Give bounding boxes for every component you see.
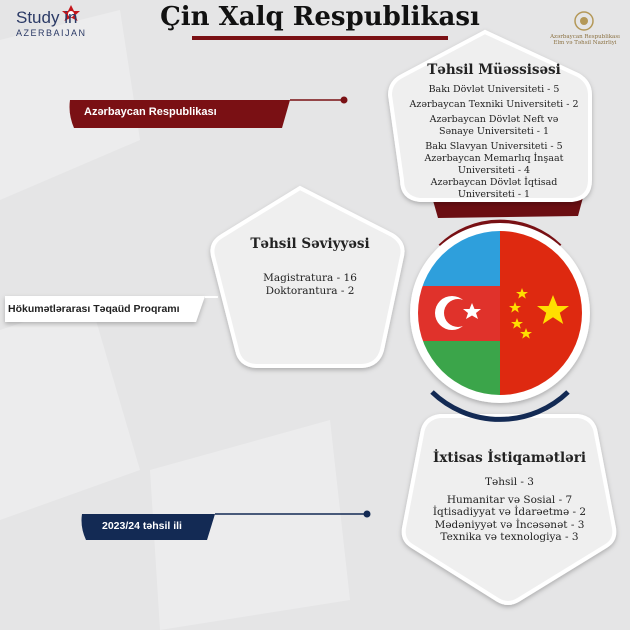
flags-circle (418, 231, 582, 396)
level-item: Magistratura - 16 (263, 272, 357, 284)
levels-block (225, 236, 395, 297)
specialty-item: İqtisadiyyat və İdarəetmə - 2 (432, 506, 587, 518)
brand-left-line1: Study in (16, 8, 78, 27)
brand-left-line2: AZERBAIJAN (16, 28, 87, 38)
institution-item: Bakı Dövlət Universiteti - 5 (428, 84, 560, 95)
institution-item: Azərbaycan Dövlət Neft və (429, 114, 559, 125)
levels-title: Təhsil Səviyyəsi (250, 236, 370, 252)
institution-item: Universiteti - 4 (457, 165, 531, 176)
institution-item: Bakı Slavyan Universiteti - 5 (425, 141, 563, 152)
brand-right (540, 34, 630, 46)
brand-right-line2: Elm və Təhsil Nazirliyi (553, 40, 617, 46)
title-underline (192, 36, 448, 40)
institution-item: Azərbaycan Dövlət İqtisad (430, 177, 558, 188)
ribbon-top-label: Azərbaycan Respublikası (84, 106, 217, 118)
specialty-item: Mədəniyyət və İncəsənət - 3 (434, 518, 585, 531)
ribbon-year-label: 2023/24 təhsil ili (102, 520, 182, 532)
institution-item: Azərbaycan Memarlıq İnşaat (424, 153, 564, 164)
brand-left (16, 8, 106, 38)
level-item: Doktorantura - 2 (265, 284, 355, 297)
page-title: Çin Xalq Respublikası (160, 2, 480, 32)
institution-item: Universiteti - 1 (457, 189, 531, 200)
specialty-item: Texnika və texnologiya - 3 (440, 531, 579, 543)
brand-right-line1: Azərbaycan Respublikası (550, 34, 620, 40)
specialties-title: İxtisas İstiqamətləri (433, 450, 586, 466)
ribbon-gov-label: Hökumətlərarası Təqaüd Proqramı (8, 303, 180, 315)
ministry-emblem-icon (575, 12, 593, 30)
specialty-item: Təhsil - 3 (485, 476, 534, 488)
specialty-item: Humanitar və Sosial - 7 (446, 493, 573, 506)
specialties-block (412, 450, 607, 544)
institutions-block (405, 62, 583, 201)
institutions-title: Təhsil Müəssisəsi (427, 62, 561, 78)
institution-item: Azərbaycan Texniki Universiteti - 2 (409, 99, 579, 110)
institution-item: Sənaye Universiteti - 1 (438, 126, 550, 137)
